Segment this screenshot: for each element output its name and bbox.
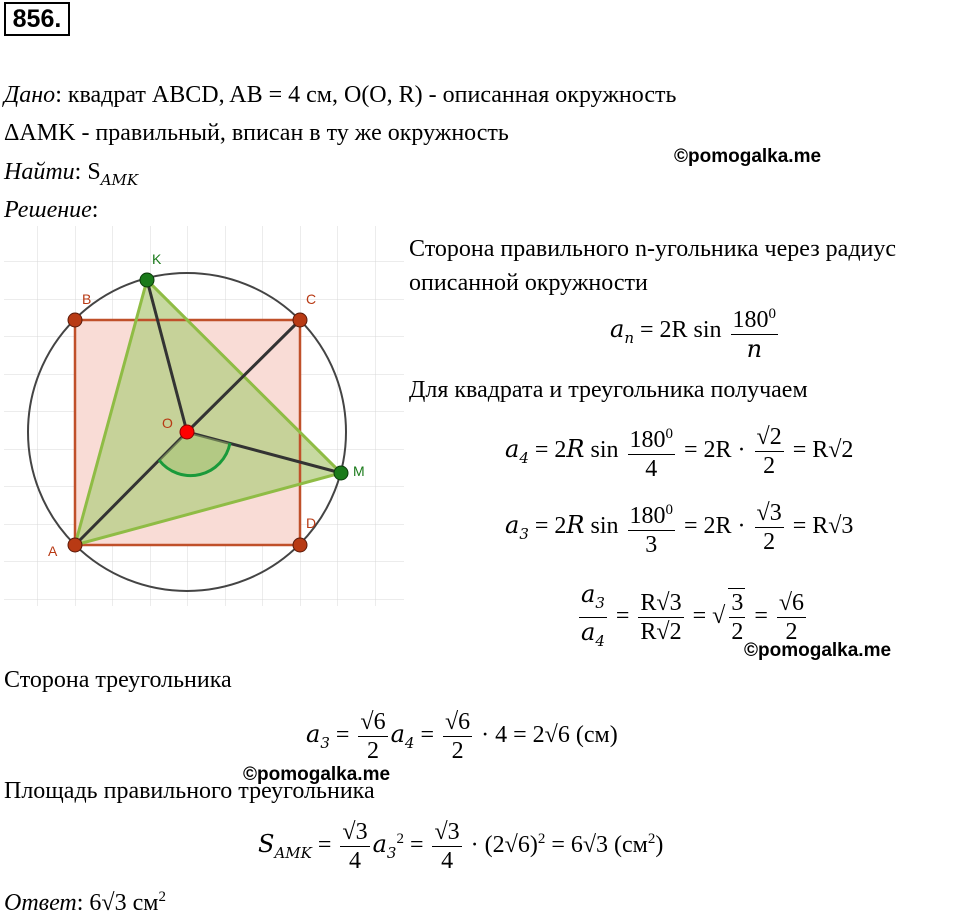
label-m: M [353,463,365,479]
label-o: O [162,415,173,431]
answer-label: Ответ [4,890,77,916]
solution-label: Решение [4,197,92,223]
formula-side: $a_3$ = $\frac{√6}{2}$ $a_4$ = $\frac{√6}{2}$ · 4 = 2√6 (см) [306,709,618,764]
solution-line [4,195,98,225]
watermark-3: ©pomogalka.me [243,764,391,785]
given-line-1 [4,80,676,110]
label-a: A [48,543,58,559]
vertex-d [293,538,307,552]
answer-sup: 2 [158,889,166,905]
find-text: : S [74,159,101,185]
vertex-a [68,538,82,552]
formula-area: $S_{AMK}$ = $\frac{√3}{4}$ $a_3^2$ = $\frac{√3}{4}$ · $(2√6)^2 = 6√3$ $(см^2)$ [258,819,664,874]
label-b: B [82,291,92,307]
vertex-m [334,466,348,480]
find-label: Найти [4,159,75,185]
answer-line [4,882,166,918]
area-label: Площадь правильного треугольника [4,778,375,804]
right-text-1: Сторона правильного n-угольника через радиус [409,236,897,262]
vertex-b [68,313,82,327]
find-line [4,157,138,195]
label-d: D [306,515,317,531]
answer-value: : 6√3 см [76,890,159,916]
solution-colon: : [91,197,99,223]
vertex-c [293,313,307,327]
formula-a4: $a_4 = 2R$ sin $\frac{180^0}{4}$ = 2R · $\frac{√2}{2}$ = R√2 [505,420,853,483]
find-sub: AMK [100,170,139,189]
watermark-1: ©pomogalka.me [674,146,822,167]
formula-a3: $a_3 = 2R$ sin $\frac{180^0}{3}$ = 2R · $\frac{√3}{2}$ = R√3 [505,496,853,559]
right-text-3: Для квадрата и треугольника получаем [409,377,808,403]
vertex-k [140,273,154,287]
label-c: C [306,291,317,307]
label-k: K [152,251,162,267]
center-o [180,425,194,439]
given-text-1: : квадрат ABCD, AB = 4 см, O(O, R) - описанная окружность [55,82,677,108]
problem-number: 856. [4,2,70,36]
given-label: Дано [4,82,56,108]
formula-ratio: $\frac{a_3}{a_4}$ = $\frac{R√3}{R√2}$ = √ $\frac{3}{2}$ = $\frac{√6}{2}$ [581,580,805,650]
watermark-2: ©pomogalka.me [744,640,892,661]
geometry-figure [4,226,404,606]
side-label: Сторона треугольника [4,667,232,693]
right-text-2: описанной окружности [409,270,648,296]
formula-an: $a_n = 2R$ sin $\frac{180^0}{n}$ [610,300,781,363]
given-line-2: ΔAMK - правильный, вписан в ту же окружность [4,120,509,146]
